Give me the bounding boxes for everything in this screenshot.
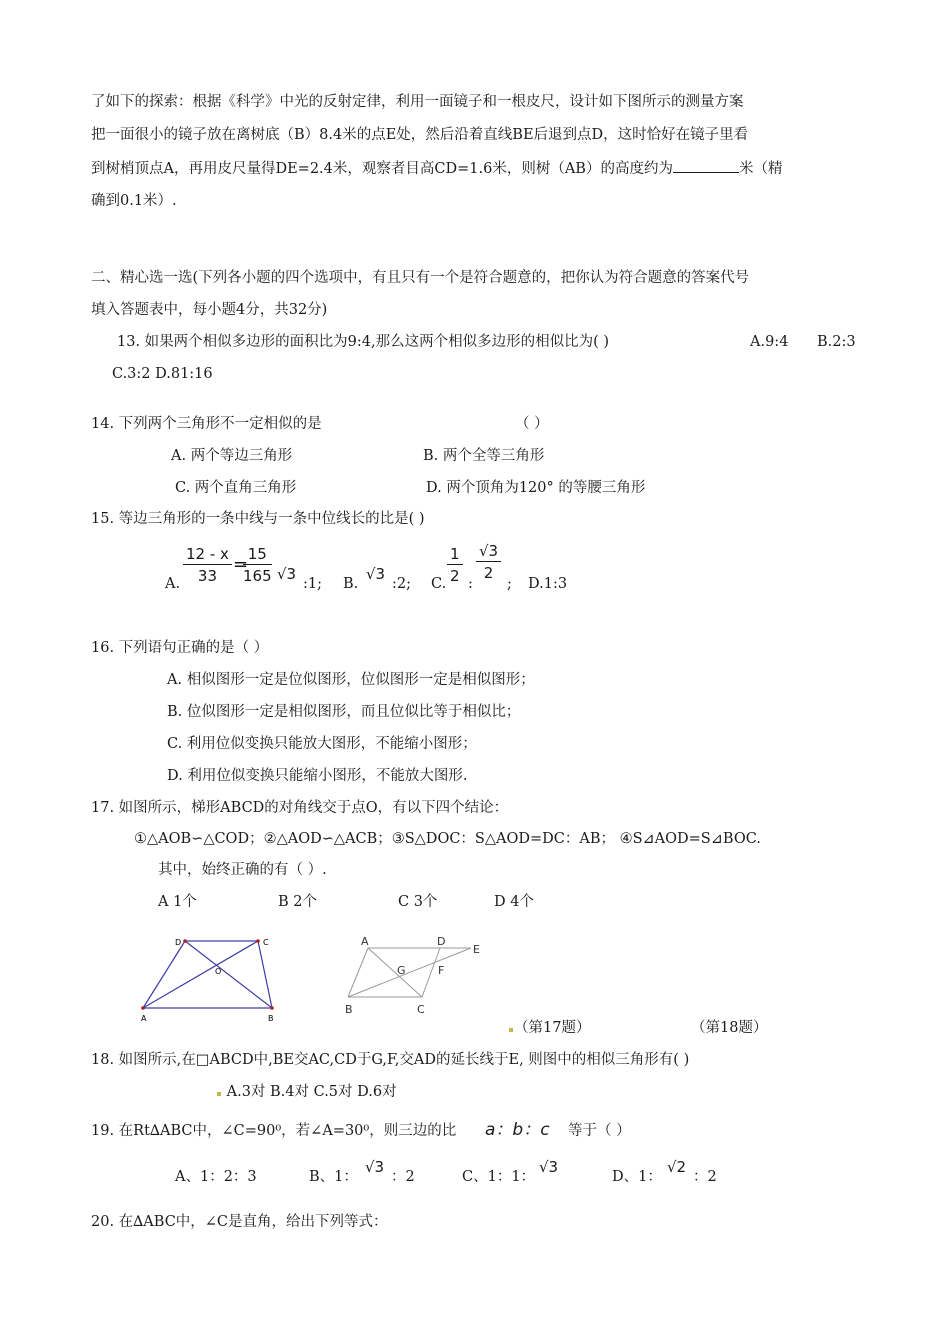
q15-option-c-label: C. [431,576,447,592]
line-be [348,948,471,997]
fig18-label-f: F [438,964,445,977]
fig17-label-o: O [215,967,222,976]
q19-option-a: A、1：2：3 [175,1169,257,1185]
point-b [270,1006,274,1010]
q19-option-c: C、1：1： [462,1169,536,1185]
fig18-label-g: G [397,964,406,977]
q16-option-b: B. 位似图形一定是相似图形，而且位似比等于相似比； [167,704,521,720]
section2-heading: 二、精心选一选(下列各小题的四个选项中，有且只有一个是符合题意的，把你认为符合题意的答案代号 [91,270,750,286]
q14-stem: 14. 下列两个三角形不一定相似的是 [91,416,322,432]
q13-option-cd: C.3:2 D.81:16 [112,366,213,382]
trapezoid-lines [141,939,274,1010]
q15-fraction-1 [183,545,232,585]
q17-stem: 17. 如图所示，梯形ABCD的对角线交于点O，有以下四个结论： [91,800,509,816]
q15-half-den: 2 [450,567,460,585]
point-c [256,939,260,943]
q15-option-b-label: B. [343,576,359,592]
q14-option-c: C. 两个直角三角形 [175,480,297,496]
q17-option-b: B 2个 [278,894,317,910]
diagonal-ac [368,948,422,997]
fig17-label-a: A [141,1014,147,1023]
q16-option-c: C. 利用位似变换只能放大图形，不能缩小图形； [167,736,477,752]
q15-half-num: 1 [447,545,463,565]
q19-option-d: D、1： [612,1169,662,1185]
q15-fraction-2-den: 165 [243,567,272,585]
q15-semicolon: ; [507,576,512,592]
fig17-label-c: C [263,938,269,947]
q15-fraction-2 [243,545,272,585]
q17-option-a: A 1个 [158,894,197,910]
side-ab [348,948,368,997]
marker-dot [509,1028,513,1032]
fig18-label-d: D [437,935,446,948]
point-a [141,1006,145,1010]
parallelogram-lines [348,948,471,997]
q14-option-a: A. 两个等边三角形 [171,448,293,464]
diagonal-db [185,941,272,1008]
q15-option-d: D.1:3 [528,576,568,592]
q19-option-d-sqrt2: √2 [667,1158,687,1176]
fig18-label-b: B [345,1003,353,1016]
fig18-caption: （第18题） [691,1020,768,1036]
q17-option-d: D 4个 [494,894,534,910]
q16-option-a: A. 相似图形一定是位似图形，位似图形一定是相似图形； [167,672,535,688]
q18-stem: 18. 如图所示,在□ABCD中,BE交AC,CD于G,F,交AD的延长线于E, 则图中的相似三角形有( ) [91,1052,690,1068]
q15-sqrt3-b: √3 [366,565,386,583]
intro-line-2: 把一面很小的镜子放在离树底（B）8.4米的点E处，然后沿着直线BE后退到点D，这时恰好在镜子里看 [91,127,749,143]
q15-equals: = [233,554,249,575]
q16-stem: 16. 下列语句正确的是（ ） [91,640,269,656]
q13-option-b: B.2:3 [817,334,856,350]
fig17-label-b: B [268,1014,274,1023]
intro-line-3-text: 到树梢顶点A，再用皮尺量得DE=2.4米，观察者目高CD=1.6米，则树（AB）的高度约为 [91,161,673,177]
fig18-label-a: A [361,935,369,948]
q15-half [447,545,463,585]
q14-option-b: B. 两个全等三角形 [423,448,545,464]
q19-stem: 19. 在Rt∆ABC中，∠C=90⁰，若∠A=30⁰，则三边的比 [91,1123,457,1139]
fig17-caption [508,1018,590,1038]
q19-option-d-post: ：2 [693,1169,717,1185]
q19-ratio: a：b：c [485,1120,550,1140]
q19-option-c-sqrt3: √3 [539,1158,559,1176]
q15-colon: : [468,576,473,592]
q15-fraction-1-den: 33 [197,567,217,585]
intro-line-3-tail: 米（精 [738,161,783,177]
q19-option-b-post: ：2 [391,1169,415,1185]
q19-option-b-sqrt3: √3 [365,1158,385,1176]
q14-option-d: D. 两个顶角为120° 的等腰三角形 [426,480,646,496]
q15-stem: 15. 等边三角形的一条中线与一条中位线长的比是( ) [91,511,425,527]
point-d [183,939,187,943]
q17-option-c: C 3个 [398,894,438,910]
q19-option-b-pre: B、1： [309,1169,358,1185]
q13-stem: 13. 如果两个相似多边形的面积比为9:4,那么这两个相似多边形的相似比为( ) [117,334,610,350]
q19-option-b [309,1167,358,1187]
figure-18-parallelogram [340,933,500,1018]
q17-conclusions: ①△AOB∽△COD；②△AOD∽△ACB；③S△DOC：S△AOD=DC：AB； ④S⊿AOD=S⊿BOC. [134,831,761,847]
side-ad [143,941,185,1008]
fig18-label-e: E [473,943,480,956]
answer-blank[interactable] [673,158,739,173]
q15-option-a-label: A. [165,576,181,592]
q16-option-d: D. 利用位似变换只能缩小图形，不能放大图形. [167,768,468,784]
q15-root3-den: 2 [483,564,494,582]
q15-root3-num: √3 [476,542,501,562]
section2-heading-2: 填入答题表中，每小题4分，共32分) [91,302,328,318]
figure-17-trapezoid [135,935,305,1025]
q15-root3-over-2 [476,542,501,582]
q19-tail: 等于（ ） [568,1123,631,1139]
intro-line-1: 了如下的探索：根据《科学》中光的反射定律，利用一面镜子和一根皮尺，设计如下图所示的测量方案 [91,94,744,110]
fig17-caption-text: （第17题） [514,1020,591,1036]
intro-line-3 [91,158,782,179]
q17-ask: 其中，始终正确的有（ ）. [158,862,327,878]
fig17-label-d: D [175,938,182,947]
q15-option-a-tail: :1; [303,576,322,592]
q15-option-b-tail: :2; [392,576,411,592]
marker-dot [217,1092,221,1096]
q15-fraction-1-num: 12 - x [183,545,232,565]
q15-sqrt3-a: √3 [277,565,297,583]
intro-line-4: 确到0.1米）. [91,193,177,209]
q18-options [216,1082,397,1102]
q15-fraction-2-num: 15 [243,545,272,565]
q13-option-a: A.9:4 [750,334,789,350]
q14-paren: （ ） [515,416,549,432]
q18-options-text: A.3对 B.4对 C.5对 D.6对 [226,1084,397,1100]
fig18-label-c: C [417,1003,425,1016]
diagonal-ac [143,941,258,1008]
q20-stem: 20. 在∆ABC中，∠C是直角，给出下列等式： [91,1214,388,1230]
side-cb [258,941,272,1008]
